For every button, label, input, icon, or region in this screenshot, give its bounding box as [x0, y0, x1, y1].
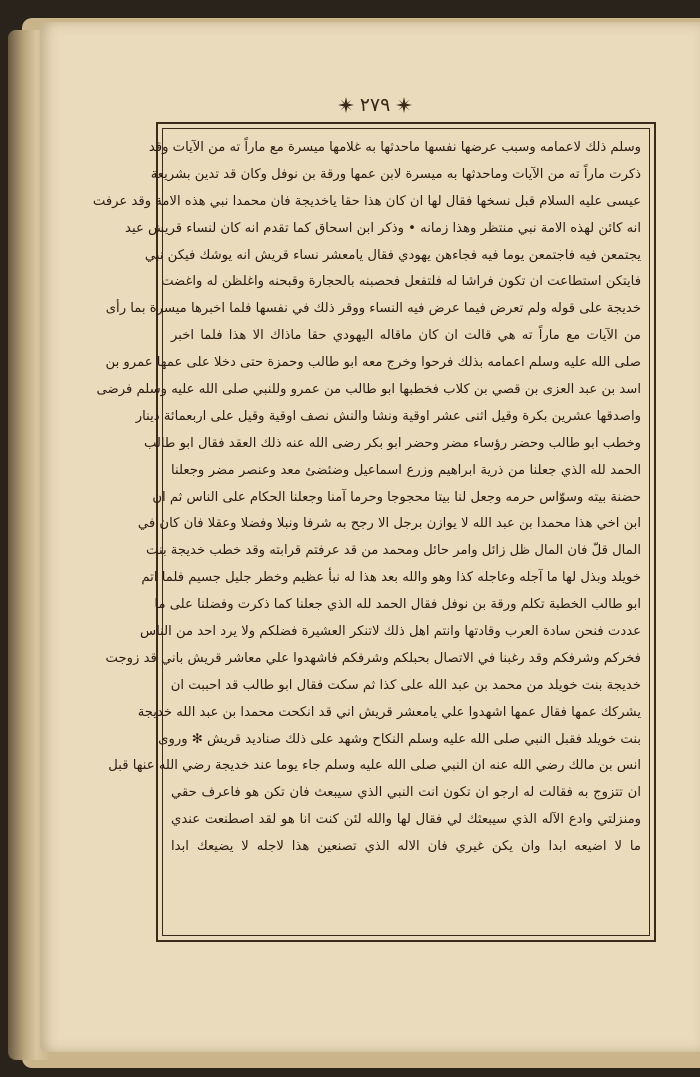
text-line: يشركك عمها فقال عمها اشهدوا علي يامعشر قريش اني قد انكحت محمدا بن عبد الله خديجة — [137, 704, 641, 720]
text-line: صلى الله عليه وسلم اعمامه بذلك فرحوا وخرج معه ابو طالب وحمزة حتى دخلا على عمها عمرو بن — [105, 355, 641, 371]
text-line: الحمد لله الذي جعلنا من ذرية ابراهيم وزرع اسماعيل وضئضئ معد وعنصر مضر وجعلنا — [171, 462, 641, 478]
text-line: ذكرت ماراً ته من الآيات وماحدثها به ميسرة لابن عمها ورقة بن نوفل وكان قد تدين بشريعة — [150, 166, 641, 182]
ornament-icon — [396, 97, 412, 113]
text-line: خديجة على قوله ولم تعرض فيما عرض فيه النساء ووقر ذلك في نفسها فلما اخبرها ميسرة بما رأى — [105, 301, 641, 317]
text-line: عيسى عليه السلام قبل نسخها فقال لها ان كان هذا حقا ياخديجة فان محمدا نبي هذه الامة وقد عرفت — [92, 193, 641, 209]
text-line: ابن اخي هذا محمدا بن عبد الله لا يوازن برجل الا رجح به شرفا ونبلا وفضلا وعقلا فان كان في — [137, 516, 641, 532]
text-line: انه كائن لهذه الامة نبي منتظر وهذا زمانه • وذكر ابن اسحاق كما تقدم انه كان لنساء قريش عيد — [125, 220, 641, 236]
page-header — [330, 92, 420, 118]
text-line: وخطب ابو طالب وحضر رؤساء مضر وحضر ابو بكر رضى الله عنه ذلك العقد فقال ابو طالب — [143, 435, 641, 451]
text-line: عددت فنحن سادة العرب وقادتها وانتم اهل ذلك لاتنكر العشيرة فضلكم ولا يرد احد من الناس — [140, 624, 641, 640]
text-line: من الآيات مع ماراً ته هي قالت ان كان ماقاله اليهودي حقا ماذاك الا هذا فلما اخبر — [171, 328, 641, 344]
text-line: ما لا اضيعه ابدا وان يكن غيري فان الاله الذي تصنعين هذا لاجله لا يضيعك ابدا — [171, 839, 641, 855]
text-body — [92, 135, 641, 861]
text-line: وسلم ذلك لاعمامه وسبب عرضها نفسها ماحدثها به غلامها ميسرة مع ماراً ته من الآيات وقد — [148, 140, 641, 155]
text-line: ابو طالب الخطبة تكلم ورقة بن نوفل فقال الحمد لله الذي جعلنا كما ذكرت وفضلنا على ما — [154, 597, 641, 613]
page-number: ٢٧٩ — [359, 94, 391, 116]
text-line: ومنزلتي وادع الآله الذي سيبعثك لي فقال لها والله لئن كنت انا هو لقد اصطنعت عندي — [171, 812, 641, 828]
text-line: خويلد وبذل لها ما آجله وعاجله كذا وهو والله بعد هذا له نبأ عظيم وخطر جليل جسيم فلما اتم — [141, 570, 641, 586]
text-line: اسد بن عبد العزى بن قصي بن كلاب فخطبها ابو طالب من عمرو وللنبي صلى الله عليه وسلم فرضى — [96, 382, 641, 398]
text-frame — [92, 122, 656, 942]
text-line: واصدقها عشرين بكرة وقيل اثنى عشر اوقية ونشا والنش نصف اوقية وقيل على اربعمائة دينار — [135, 408, 641, 424]
text-line: بنت خويلد فقبل النبي صلى الله عليه وسلم النكاح وشهد على ذلك صناديد قريش ✻ وروى — [158, 731, 641, 747]
text-line: يجتمعن فيه فاجتمعن يوما فيه فجاءهن يهودي فقال يامعشر نساء قريش انه يوشك فيكن نبي — [144, 247, 641, 263]
text-line: المال قلّ فان المال ظل زائل وامر حائل ومحمد من قد عرفتم قرابته وقد خطب خديجة بنت — [146, 543, 641, 559]
text-line: خديجة بنت خويلد من محمد بن عبد الله على كذا ثم سكت فقال ابو طالب قد احببت ان — [170, 677, 641, 693]
text-frame-inner — [92, 128, 650, 936]
text-line: ان تتزوج به فقالت له ارجو ان تكون انت النبي الذي سيبعث فان تكن هو فاعرف حقي — [171, 785, 641, 801]
text-line: فخركم وشرفكم وقد رغبنا في الاتصال بحبلكم وشرفكم فاشهدوا علي معاشر قريش باني قد زوجت — [105, 650, 641, 666]
ornament-icon — [338, 97, 354, 113]
text-line: حضنة بيته وسوّاس حرمه وجعل لنا بيتا محجوجا وحرما آمنا وجعلنا الحكام على الناس ثم ان — [152, 489, 641, 505]
text-line: انس بن مالك رضي الله عنه ان النبي صلى الله عليه وسلم جاء يوما عند خديجة رضي الله عنها قبل — [108, 758, 641, 774]
text-line: فايتكن استطاعت ان تكون فراشا له فلتفعل فحصبنه بالحجارة وقبحنه واغلظن له واغضت — [161, 274, 641, 290]
